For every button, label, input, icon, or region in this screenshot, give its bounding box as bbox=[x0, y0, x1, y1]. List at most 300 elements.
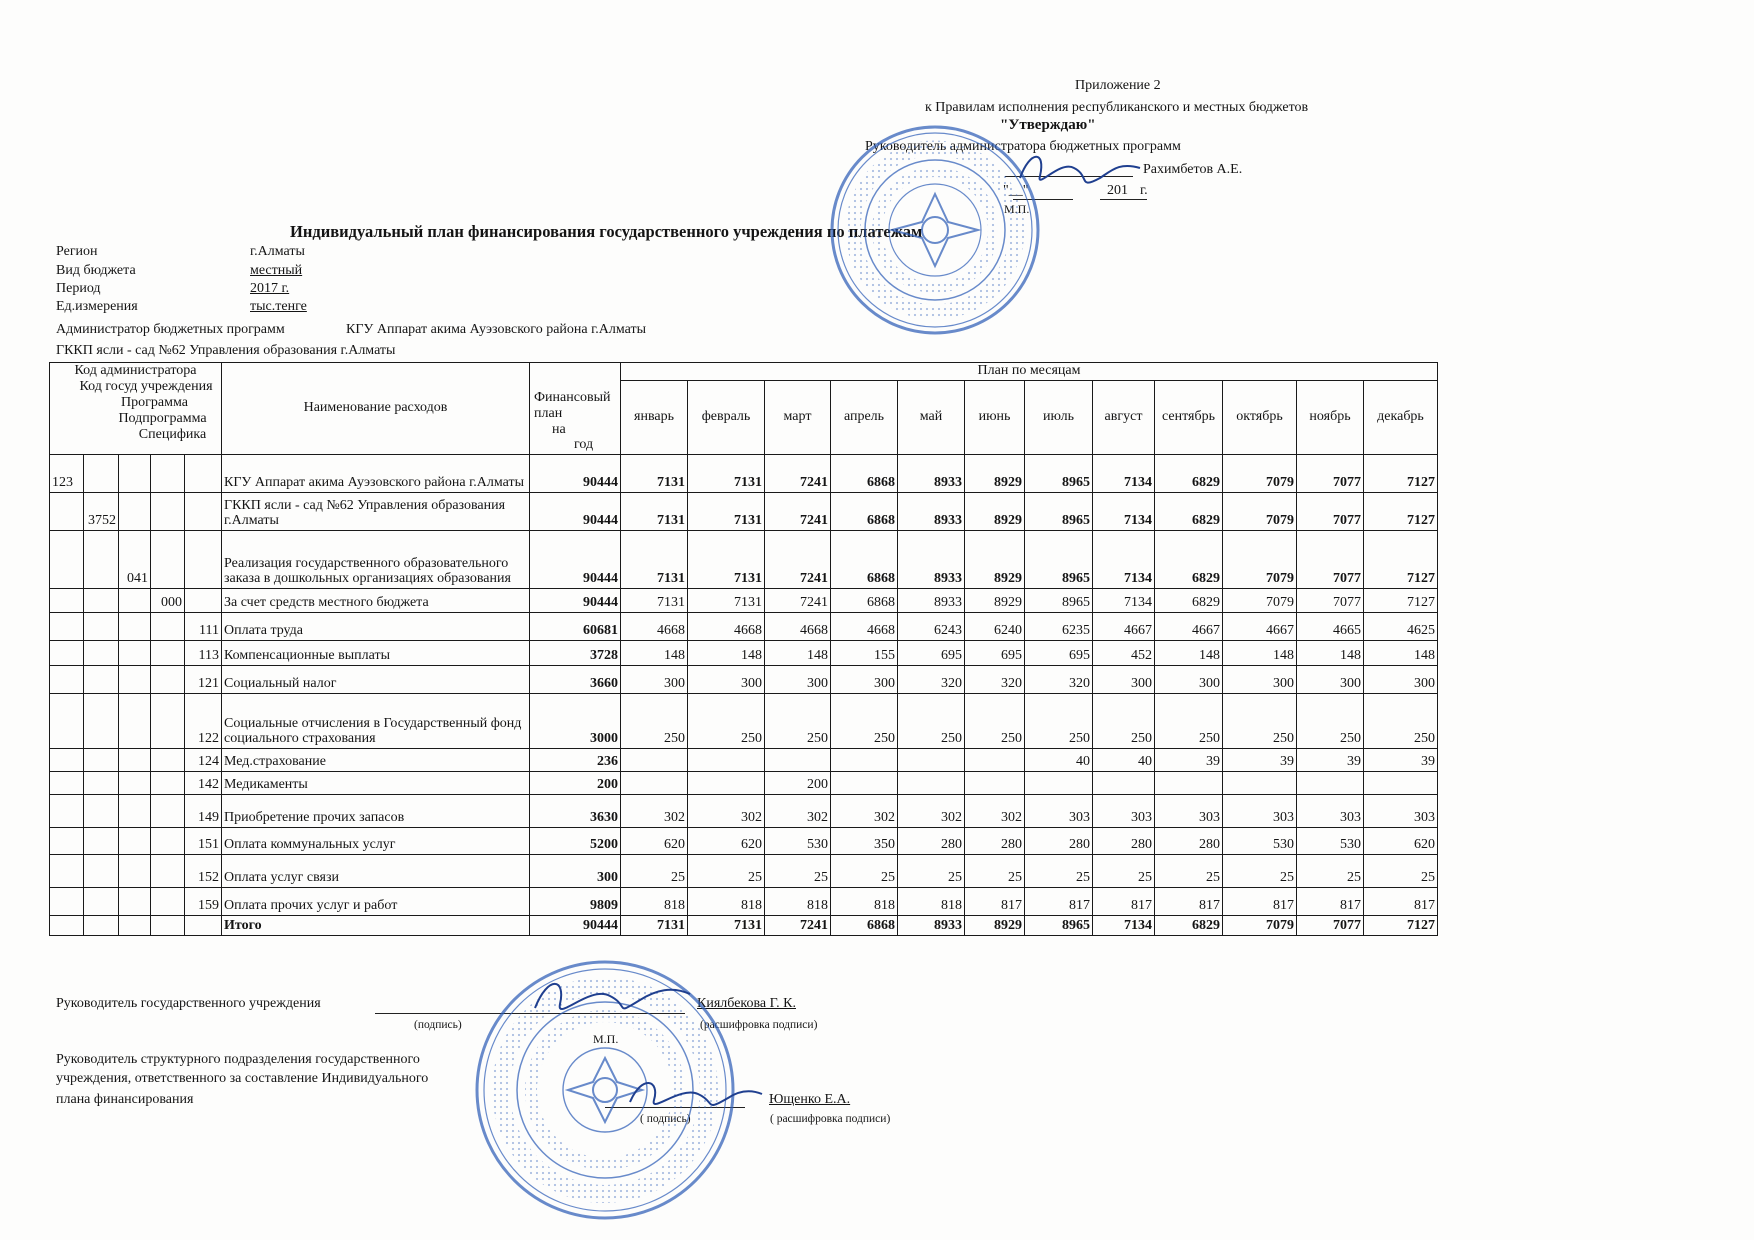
month-value-cell: 817 bbox=[1093, 888, 1155, 916]
month-value-cell: 39 bbox=[1297, 749, 1364, 772]
month-value-cell: 148 bbox=[688, 641, 765, 666]
month-value-cell: 148 bbox=[765, 641, 831, 666]
month-value-cell: 250 bbox=[1025, 694, 1093, 749]
month-value-cell: 4668 bbox=[765, 613, 831, 641]
annual-plan-cell: 60681 bbox=[530, 613, 621, 641]
expense-name-cell: Оплата коммунальных услуг bbox=[222, 828, 530, 855]
month-value-cell: 148 bbox=[1364, 641, 1438, 666]
code-cell-2 bbox=[84, 749, 119, 772]
month-value-cell: 818 bbox=[898, 888, 965, 916]
month-value-cell: 6868 bbox=[831, 531, 898, 589]
month-value-cell: 7131 bbox=[688, 916, 765, 936]
table-row bbox=[50, 589, 1438, 613]
top-seal-emblem-core bbox=[922, 217, 948, 243]
month-value-cell: 818 bbox=[765, 888, 831, 916]
month-value-cell: 25 bbox=[765, 855, 831, 888]
code-cell-4 bbox=[151, 493, 185, 531]
month-value-cell: 7134 bbox=[1093, 531, 1155, 589]
code-cell-5: 159 bbox=[185, 888, 222, 916]
code-cell-1 bbox=[50, 589, 84, 613]
month-value-cell: 250 bbox=[688, 694, 765, 749]
table-row bbox=[50, 749, 1438, 772]
code-cell-1 bbox=[50, 613, 84, 641]
table-row bbox=[50, 641, 1438, 666]
month-value-cell: 303 bbox=[1025, 795, 1093, 828]
code-column-header bbox=[50, 363, 222, 455]
month-value-cell: 148 bbox=[1297, 641, 1364, 666]
annual-plan-cell: 300 bbox=[530, 855, 621, 888]
month-value-cell: 320 bbox=[898, 666, 965, 694]
expense-name-cell: Медикаменты bbox=[222, 772, 530, 795]
annual-plan-cell: 9809 bbox=[530, 888, 621, 916]
month-value-cell: 8965 bbox=[1025, 589, 1093, 613]
month-value-cell: 303 bbox=[1223, 795, 1297, 828]
month-value-cell: 25 bbox=[898, 855, 965, 888]
code-cell-4 bbox=[151, 749, 185, 772]
month-header-11: ноябрь bbox=[1297, 381, 1364, 455]
month-value-cell: 40 bbox=[1025, 749, 1093, 772]
code-cell-4 bbox=[151, 531, 185, 589]
institution-name: ГККП ясли - сад №62 Управления образования г.Алматы bbox=[56, 343, 396, 358]
month-value-cell: 817 bbox=[1223, 888, 1297, 916]
month-value-cell: 8929 bbox=[965, 493, 1025, 531]
code-header-specific: Специфика bbox=[138, 427, 207, 443]
expense-name-cell: Приобретение прочих запасов bbox=[222, 795, 530, 828]
unit-label: Ед.измерения bbox=[56, 299, 138, 314]
code-cell-4 bbox=[151, 916, 185, 936]
annual-plan-cell: 90444 bbox=[530, 493, 621, 531]
month-header-12: декабрь bbox=[1364, 381, 1438, 455]
month-value-cell bbox=[965, 749, 1025, 772]
month-value-cell bbox=[965, 772, 1025, 795]
month-value-cell: 530 bbox=[1223, 828, 1297, 855]
month-value-cell: 6868 bbox=[831, 493, 898, 531]
month-value-cell: 8929 bbox=[965, 531, 1025, 589]
code-cell-2 bbox=[84, 772, 119, 795]
annual-plan-cell: 3660 bbox=[530, 666, 621, 694]
month-value-cell: 250 bbox=[965, 694, 1025, 749]
code-cell-4 bbox=[151, 641, 185, 666]
code-cell-2 bbox=[84, 531, 119, 589]
month-value-cell: 7127 bbox=[1364, 916, 1438, 936]
expense-name-cell: Социальные отчисления в Государственный фонд социального страхования bbox=[222, 694, 530, 749]
month-value-cell: 250 bbox=[1093, 694, 1155, 749]
month-value-cell: 4667 bbox=[1223, 613, 1297, 641]
month-value-cell: 6868 bbox=[831, 916, 898, 936]
month-value-cell: 7134 bbox=[1093, 916, 1155, 936]
month-value-cell: 40 bbox=[1093, 749, 1155, 772]
code-cell-3: 041 bbox=[119, 531, 151, 589]
expense-name-cell: За счет средств местного бюджета bbox=[222, 589, 530, 613]
month-value-cell: 25 bbox=[1155, 855, 1223, 888]
annual-plan-header-line2: план bbox=[534, 405, 563, 421]
unit-head-signature-caption: ( подпись) bbox=[640, 1113, 691, 1125]
month-header-2: февраль bbox=[688, 381, 765, 455]
code-cell-3 bbox=[119, 772, 151, 795]
month-value-cell: 695 bbox=[1025, 641, 1093, 666]
month-value-cell: 7077 bbox=[1297, 589, 1364, 613]
financing-plan-body bbox=[50, 455, 1438, 936]
annual-plan-cell: 90444 bbox=[530, 916, 621, 936]
month-value-cell: 6868 bbox=[831, 455, 898, 493]
month-value-cell: 8929 bbox=[965, 589, 1025, 613]
code-cell-2 bbox=[84, 589, 119, 613]
code-cell-5: 124 bbox=[185, 749, 222, 772]
month-value-cell: 7079 bbox=[1223, 493, 1297, 531]
month-value-cell: 320 bbox=[965, 666, 1025, 694]
month-value-cell: 6243 bbox=[898, 613, 965, 641]
code-cell-1 bbox=[50, 828, 84, 855]
month-value-cell: 303 bbox=[1155, 795, 1223, 828]
code-cell-2 bbox=[84, 855, 119, 888]
month-value-cell: 695 bbox=[965, 641, 1025, 666]
month-value-cell: 7127 bbox=[1364, 531, 1438, 589]
month-value-cell: 25 bbox=[1364, 855, 1438, 888]
month-value-cell: 250 bbox=[1223, 694, 1297, 749]
budget-type-label: Вид бюджета bbox=[56, 263, 136, 278]
month-value-cell: 303 bbox=[1093, 795, 1155, 828]
month-value-cell: 7077 bbox=[1297, 531, 1364, 589]
period-value: 2017 г. bbox=[250, 281, 290, 296]
bottom-seal-emblem-core bbox=[593, 1078, 617, 1102]
month-value-cell: 6240 bbox=[965, 613, 1025, 641]
approval-date-line bbox=[1013, 199, 1073, 200]
approver-title: Руководитель администратора бюджетных программ bbox=[865, 139, 1181, 154]
month-header-10: октябрь bbox=[1223, 381, 1297, 455]
month-value-cell: 7131 bbox=[688, 455, 765, 493]
month-value-cell: 7077 bbox=[1297, 916, 1364, 936]
month-header-9: сентябрь bbox=[1155, 381, 1223, 455]
code-cell-3 bbox=[119, 613, 151, 641]
month-header-6: июнь bbox=[965, 381, 1025, 455]
bottom-seal-lettering-band bbox=[501, 986, 709, 1194]
bottom-seal-outer-ring bbox=[477, 962, 733, 1218]
month-value-cell: 200 bbox=[765, 772, 831, 795]
document-title: Индивидуальный план финансирования государственного учреждения по платежам bbox=[290, 222, 923, 241]
month-value-cell: 250 bbox=[1297, 694, 1364, 749]
month-header-1: январь bbox=[621, 381, 688, 455]
month-value-cell: 25 bbox=[1093, 855, 1155, 888]
month-value-cell: 7131 bbox=[688, 589, 765, 613]
month-value-cell: 695 bbox=[898, 641, 965, 666]
code-cell-4 bbox=[151, 613, 185, 641]
monthly-plan-header: План по месяцам bbox=[621, 363, 1438, 381]
month-value-cell: 6829 bbox=[1155, 589, 1223, 613]
unit-head-label-line3: плана финансирования bbox=[56, 1092, 194, 1107]
approval-date-year: 201 bbox=[1107, 183, 1128, 198]
month-value-cell: 8965 bbox=[1025, 493, 1093, 531]
code-cell-5 bbox=[185, 916, 222, 936]
month-value-cell: 7079 bbox=[1223, 531, 1297, 589]
financing-plan-table bbox=[49, 362, 1438, 936]
expense-name-cell: Оплата труда bbox=[222, 613, 530, 641]
annual-plan-header-line1: Финансовый bbox=[534, 390, 611, 406]
month-value-cell: 250 bbox=[831, 694, 898, 749]
code-cell-2 bbox=[84, 888, 119, 916]
month-value-cell: 8933 bbox=[898, 531, 965, 589]
month-value-cell: 300 bbox=[831, 666, 898, 694]
expense-name-cell: Оплата услуг связи bbox=[222, 855, 530, 888]
code-cell-3 bbox=[119, 493, 151, 531]
month-value-cell: 4625 bbox=[1364, 613, 1438, 641]
annual-plan-cell: 90444 bbox=[530, 531, 621, 589]
month-value-cell: 250 bbox=[1155, 694, 1223, 749]
month-value-cell: 7134 bbox=[1093, 493, 1155, 531]
month-value-cell: 7131 bbox=[621, 531, 688, 589]
expense-name-cell: КГУ Аппарат акима Ауэзовского района г.Алматы bbox=[222, 455, 530, 493]
month-value-cell: 7127 bbox=[1364, 455, 1438, 493]
month-value-cell: 39 bbox=[1223, 749, 1297, 772]
unit-head-signature-line bbox=[605, 1107, 745, 1108]
code-cell-5: 111 bbox=[185, 613, 222, 641]
month-value-cell: 7131 bbox=[621, 916, 688, 936]
month-header-8: август bbox=[1093, 381, 1155, 455]
annual-plan-cell: 236 bbox=[530, 749, 621, 772]
code-cell-4 bbox=[151, 795, 185, 828]
month-value-cell: 300 bbox=[1155, 666, 1223, 694]
code-cell-4 bbox=[151, 855, 185, 888]
code-cell-1 bbox=[50, 749, 84, 772]
month-value-cell: 7131 bbox=[688, 493, 765, 531]
expense-name-cell: Компенсационные выплаты bbox=[222, 641, 530, 666]
month-value-cell: 148 bbox=[1223, 641, 1297, 666]
month-value-cell: 39 bbox=[1364, 749, 1438, 772]
month-value-cell bbox=[621, 749, 688, 772]
code-cell-3 bbox=[119, 828, 151, 855]
code-cell-4 bbox=[151, 666, 185, 694]
month-value-cell: 25 bbox=[965, 855, 1025, 888]
unit-head-label-line2: учреждения, ответственного за составление Индивидуального bbox=[56, 1071, 429, 1086]
code-cell-4 bbox=[151, 694, 185, 749]
month-value-cell: 7134 bbox=[1093, 589, 1155, 613]
month-value-cell: 25 bbox=[1297, 855, 1364, 888]
expense-name-cell: Оплата прочих услуг и работ bbox=[222, 888, 530, 916]
month-value-cell: 817 bbox=[1297, 888, 1364, 916]
month-value-cell bbox=[898, 749, 965, 772]
code-cell-1 bbox=[50, 666, 84, 694]
month-value-cell: 280 bbox=[898, 828, 965, 855]
month-value-cell: 300 bbox=[1093, 666, 1155, 694]
month-value-cell: 302 bbox=[688, 795, 765, 828]
month-value-cell: 7079 bbox=[1223, 589, 1297, 613]
month-value-cell: 250 bbox=[621, 694, 688, 749]
unit-value: тыс.тенге bbox=[250, 299, 307, 314]
code-cell-1 bbox=[50, 916, 84, 936]
expense-name-header: Наименование расходов bbox=[222, 363, 530, 455]
month-value-cell bbox=[1223, 772, 1297, 795]
month-value-cell: 39 bbox=[1155, 749, 1223, 772]
month-value-cell: 7241 bbox=[765, 493, 831, 531]
code-cell-1 bbox=[50, 531, 84, 589]
table-row bbox=[50, 493, 1438, 531]
approval-stamp-place: М.П. bbox=[1004, 202, 1030, 216]
month-value-cell bbox=[831, 772, 898, 795]
month-value-cell: 817 bbox=[1025, 888, 1093, 916]
code-cell-5: 151 bbox=[185, 828, 222, 855]
month-value-cell: 818 bbox=[688, 888, 765, 916]
code-cell-4 bbox=[151, 772, 185, 795]
code-header-subprogram: Подпрограмма bbox=[118, 411, 207, 427]
month-value-cell: 302 bbox=[831, 795, 898, 828]
month-value-cell: 250 bbox=[898, 694, 965, 749]
month-value-cell: 7127 bbox=[1364, 589, 1438, 613]
month-value-cell: 4668 bbox=[621, 613, 688, 641]
approval-date-suffix: г. bbox=[1140, 183, 1148, 198]
approver-name: Рахимбетов А.Е. bbox=[1143, 162, 1243, 177]
code-cell-3 bbox=[119, 641, 151, 666]
code-cell-4 bbox=[151, 888, 185, 916]
table-row bbox=[50, 666, 1438, 694]
expense-name-cell: ГККП ясли - сад №62 Управления образования г.Алматы bbox=[222, 493, 530, 531]
month-value-cell: 817 bbox=[1155, 888, 1223, 916]
annual-plan-header-line4: год bbox=[574, 437, 594, 453]
month-value-cell bbox=[1364, 772, 1438, 795]
code-cell-1 bbox=[50, 888, 84, 916]
code-header-admin: Код администратора bbox=[74, 363, 197, 378]
unit-head-label-line1: Руководитель структурного подразделения государственного bbox=[56, 1052, 420, 1067]
month-value-cell: 8929 bbox=[965, 455, 1025, 493]
code-cell-5: 122 bbox=[185, 694, 222, 749]
annual-plan-cell: 90444 bbox=[530, 455, 621, 493]
month-value-cell: 302 bbox=[965, 795, 1025, 828]
annual-plan-header bbox=[530, 363, 621, 455]
annual-plan-cell: 3728 bbox=[530, 641, 621, 666]
month-value-cell: 7131 bbox=[688, 531, 765, 589]
month-value-cell: 7077 bbox=[1297, 455, 1364, 493]
month-value-cell: 530 bbox=[765, 828, 831, 855]
month-value-cell bbox=[1093, 772, 1155, 795]
month-value-cell: 302 bbox=[898, 795, 965, 828]
expense-name-cell: Мед.страхование bbox=[222, 749, 530, 772]
code-cell-2 bbox=[84, 455, 119, 493]
month-value-cell: 817 bbox=[1364, 888, 1438, 916]
month-value-cell bbox=[831, 749, 898, 772]
code-cell-2 bbox=[84, 694, 119, 749]
month-value-cell: 303 bbox=[1364, 795, 1438, 828]
month-value-cell: 280 bbox=[1093, 828, 1155, 855]
code-cell-5: 152 bbox=[185, 855, 222, 888]
annual-plan-header-line3: на bbox=[552, 421, 566, 437]
month-value-cell bbox=[1025, 772, 1093, 795]
institution-head-signature-icon bbox=[535, 984, 690, 1009]
month-value-cell bbox=[688, 749, 765, 772]
month-value-cell: 6829 bbox=[1155, 455, 1223, 493]
month-value-cell: 7131 bbox=[621, 455, 688, 493]
code-cell-2 bbox=[84, 828, 119, 855]
unit-head-signature-icon bbox=[630, 1083, 762, 1105]
month-value-cell: 302 bbox=[621, 795, 688, 828]
code-cell-3 bbox=[119, 888, 151, 916]
institution-head-signature-line bbox=[375, 1013, 685, 1014]
table-row bbox=[50, 613, 1438, 641]
approver-signature-line bbox=[1005, 176, 1133, 177]
table-row bbox=[50, 772, 1438, 795]
bottom-seal-middle-ring bbox=[517, 1002, 693, 1178]
table-row bbox=[50, 828, 1438, 855]
code-cell-3 bbox=[119, 589, 151, 613]
month-value-cell: 148 bbox=[1155, 641, 1223, 666]
code-cell-3 bbox=[119, 749, 151, 772]
code-cell-5 bbox=[185, 493, 222, 531]
month-value-cell: 148 bbox=[621, 641, 688, 666]
month-value-cell bbox=[688, 772, 765, 795]
period-label: Период bbox=[56, 281, 101, 296]
month-header-4: апрель bbox=[831, 381, 898, 455]
code-cell-3 bbox=[119, 795, 151, 828]
code-cell-3 bbox=[119, 694, 151, 749]
table-row bbox=[50, 531, 1438, 589]
month-value-cell: 25 bbox=[1223, 855, 1297, 888]
code-cell-2 bbox=[84, 613, 119, 641]
code-cell-3 bbox=[119, 916, 151, 936]
month-value-cell: 7134 bbox=[1093, 455, 1155, 493]
month-value-cell: 4668 bbox=[831, 613, 898, 641]
code-cell-2 bbox=[84, 916, 119, 936]
code-cell-1 bbox=[50, 795, 84, 828]
code-cell-2 bbox=[84, 666, 119, 694]
month-value-cell: 8965 bbox=[1025, 531, 1093, 589]
total-row bbox=[50, 916, 1438, 936]
month-value-cell: 7131 bbox=[621, 493, 688, 531]
month-value-cell: 250 bbox=[1364, 694, 1438, 749]
table-row bbox=[50, 694, 1438, 749]
code-cell-5 bbox=[185, 589, 222, 613]
month-value-cell: 620 bbox=[1364, 828, 1438, 855]
month-value-cell: 4667 bbox=[1155, 613, 1223, 641]
month-value-cell: 530 bbox=[1297, 828, 1364, 855]
month-value-cell: 7241 bbox=[765, 455, 831, 493]
month-value-cell: 302 bbox=[765, 795, 831, 828]
bottom-seal-emblem-icon bbox=[568, 1058, 642, 1122]
bottom-official-seal bbox=[477, 962, 733, 1218]
month-value-cell: 280 bbox=[965, 828, 1025, 855]
approval-date-day: "__" bbox=[1003, 183, 1029, 198]
code-cell-5 bbox=[185, 455, 222, 493]
month-value-cell: 25 bbox=[688, 855, 765, 888]
month-value-cell: 8933 bbox=[898, 455, 965, 493]
institution-head-name: Киялбекова Г. К. bbox=[697, 996, 796, 1011]
month-value-cell: 7241 bbox=[765, 916, 831, 936]
month-value-cell: 300 bbox=[1223, 666, 1297, 694]
bottom-seal-inner-ring bbox=[484, 969, 726, 1211]
code-cell-3 bbox=[119, 855, 151, 888]
region-value: г.Алматы bbox=[250, 244, 305, 259]
code-cell-5: 121 bbox=[185, 666, 222, 694]
month-value-cell bbox=[1297, 772, 1364, 795]
month-value-cell: 25 bbox=[831, 855, 898, 888]
expense-name-cell: Реализация государственного образовательного заказа в дошкольных организациях образования bbox=[222, 531, 530, 589]
code-cell-4: 000 bbox=[151, 589, 185, 613]
month-value-cell: 7127 bbox=[1364, 493, 1438, 531]
month-value-cell: 300 bbox=[765, 666, 831, 694]
month-value-cell: 620 bbox=[621, 828, 688, 855]
month-value-cell: 4668 bbox=[688, 613, 765, 641]
code-cell-1 bbox=[50, 694, 84, 749]
code-cell-5 bbox=[185, 531, 222, 589]
code-cell-1 bbox=[50, 641, 84, 666]
month-value-cell: 6235 bbox=[1025, 613, 1093, 641]
month-value-cell: 6829 bbox=[1155, 493, 1223, 531]
month-value-cell: 7131 bbox=[621, 589, 688, 613]
code-cell-1 bbox=[50, 772, 84, 795]
expense-name-cell: Итого bbox=[222, 916, 530, 936]
annual-plan-cell: 3630 bbox=[530, 795, 621, 828]
month-header-7: июль bbox=[1025, 381, 1093, 455]
month-header-5: май bbox=[898, 381, 965, 455]
annual-plan-cell: 90444 bbox=[530, 589, 621, 613]
month-value-cell: 817 bbox=[965, 888, 1025, 916]
code-cell-2 bbox=[84, 795, 119, 828]
